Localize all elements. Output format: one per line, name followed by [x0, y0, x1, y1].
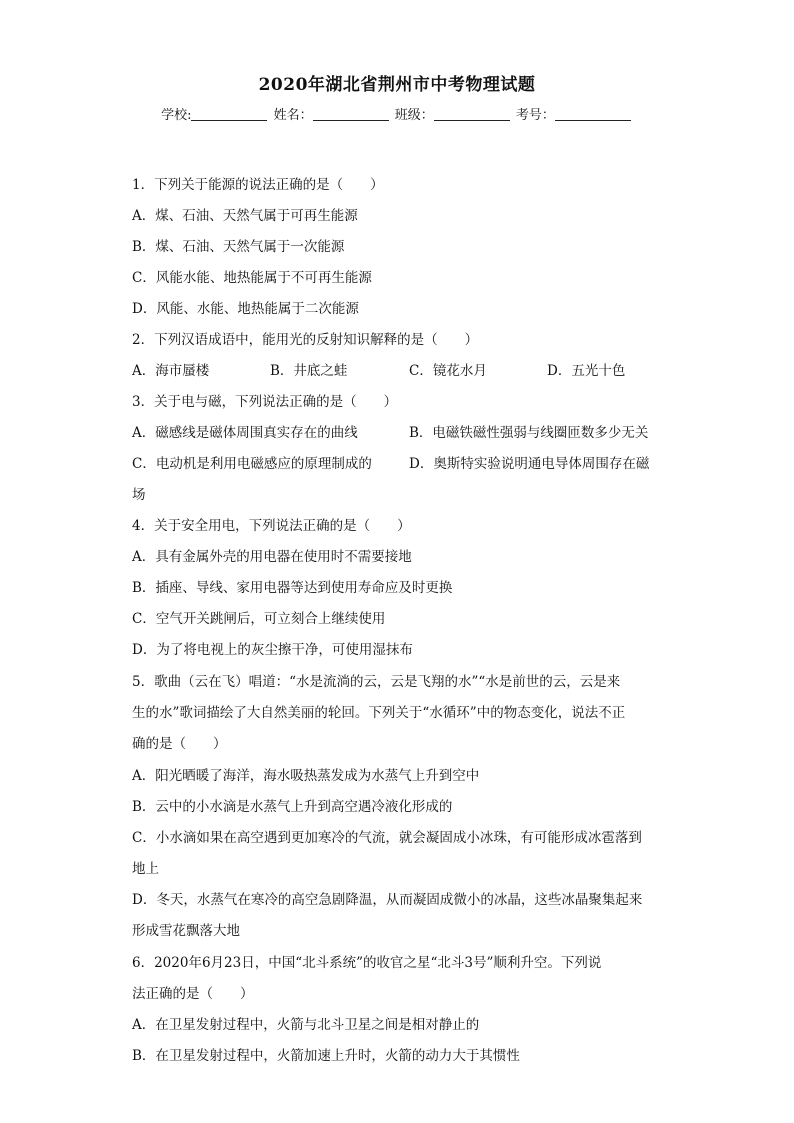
- exam-number-blank[interactable]: [555, 107, 631, 121]
- q1-option-d: D．风能、水能、地热能属于二次能源: [132, 301, 359, 317]
- q6-option-b: B．在卫星发射过程中，火箭加速上升时，火箭的动力大于其惯性: [132, 1048, 520, 1064]
- q3-option-d: D．奥斯特实验说明通电导体周围存在磁: [409, 456, 650, 472]
- q5-stem-line-1: 5．歌曲（云在飞）唱道：“水是流淌的云，云是飞翔的水”“水是前世的云，云是来: [132, 674, 621, 690]
- page-title: 2020年湖北省荆州市中考物理试题: [258, 75, 536, 95]
- q4-option-c: C．空气开关跳闸后，可立刻合上继续使用: [132, 611, 386, 627]
- q5-stem-line-3: 确的是（ ）: [132, 736, 227, 752]
- q2-option-b: B．井底之蛙: [270, 363, 348, 379]
- q5-option-c: C．小水滴如果在高空遇到更加寒冷的气流，就会凝固成小冰珠，有可能形成冰雹落到: [132, 830, 642, 846]
- q2-stem: 2．下列汉语成语中，能用光的反射知识解释的是（ ）: [132, 332, 479, 348]
- q5-option-b: B．云中的小水滴是水蒸气上升到高空遇冷液化形成的: [132, 799, 453, 815]
- q6-option-a: A．在卫星发射过程中，火箭与北斗卫星之间是相对静止的: [132, 1017, 480, 1033]
- q3-option-a: A．磁感线是磁体周围真实存在的曲线: [132, 425, 358, 441]
- q3-option-c: C．电动机是利用电磁感应的原理制成的: [132, 456, 372, 472]
- class-blank[interactable]: [434, 107, 510, 121]
- student-info-row: [0, 104, 794, 123]
- q2-option-d: D．五光十色: [547, 363, 626, 379]
- q1-option-c: C．风能水能、地热能属于不可再生能源: [132, 270, 372, 286]
- q5-option-a: A．阳光晒暖了海洋，海水吸热蒸发成为水蒸气上升到空中: [132, 768, 480, 784]
- school-blank[interactable]: [191, 107, 267, 121]
- q4-stem: 4．关于安全用电，下列说法正确的是（ ）: [132, 518, 411, 534]
- q5-option-d: D．冬天，水蒸气在寒冷的高空急剧降温，从而凝固成微小的冰晶，这些冰晶聚集起来: [132, 892, 643, 908]
- q6-stem-line-1: 6．2020年6月23日，中国“北斗系统”的收官之星“北斗3号”顺利升空。下列说: [132, 955, 602, 971]
- exam-number-label: 考号：: [515, 108, 555, 123]
- q2-option-a: A．海市蜃楼: [132, 363, 210, 379]
- q3-stem: 3．关于电与磁，下列说法正确的是（ ）: [132, 394, 398, 410]
- q5-option-d-continued: 形成雪花飘落大地: [132, 923, 240, 939]
- q5-stem-line-2: 生的水”歌词描绘了大自然美丽的轮回。下列关于“水循环”中的物态变化，说法不正: [132, 705, 626, 721]
- q4-option-b: B．插座、导线、家用电器等达到使用寿命应及时更换: [132, 580, 453, 596]
- q3-option-d-continued: 场: [132, 487, 146, 503]
- q2-option-c: C．镜花水月: [409, 363, 487, 379]
- q4-option-d: D．为了将电视上的灰尘擦干净，可使用湿抹布: [132, 642, 413, 658]
- q1-stem: 1．下列关于能源的说法正确的是（ ）: [132, 177, 384, 193]
- q1-option-b: B．煤、石油、天然气属于一次能源: [132, 239, 345, 255]
- class-label: 班级：: [394, 108, 434, 123]
- q4-option-a: A．具有金属外壳的用电器在使用时不需要接地: [132, 549, 412, 565]
- school-label: 学校:: [161, 108, 192, 123]
- q6-stem-line-2: 法正确的是（ ）: [132, 986, 254, 1002]
- name-blank[interactable]: [313, 107, 389, 121]
- q1-option-a: A．煤、石油、天然气属于可再生能源: [132, 208, 358, 224]
- q3-option-b: B．电磁铁磁性强弱与线圈匝数多少无关: [409, 425, 649, 441]
- q5-option-c-continued: 地上: [132, 861, 159, 877]
- name-label: 姓名：: [273, 108, 313, 123]
